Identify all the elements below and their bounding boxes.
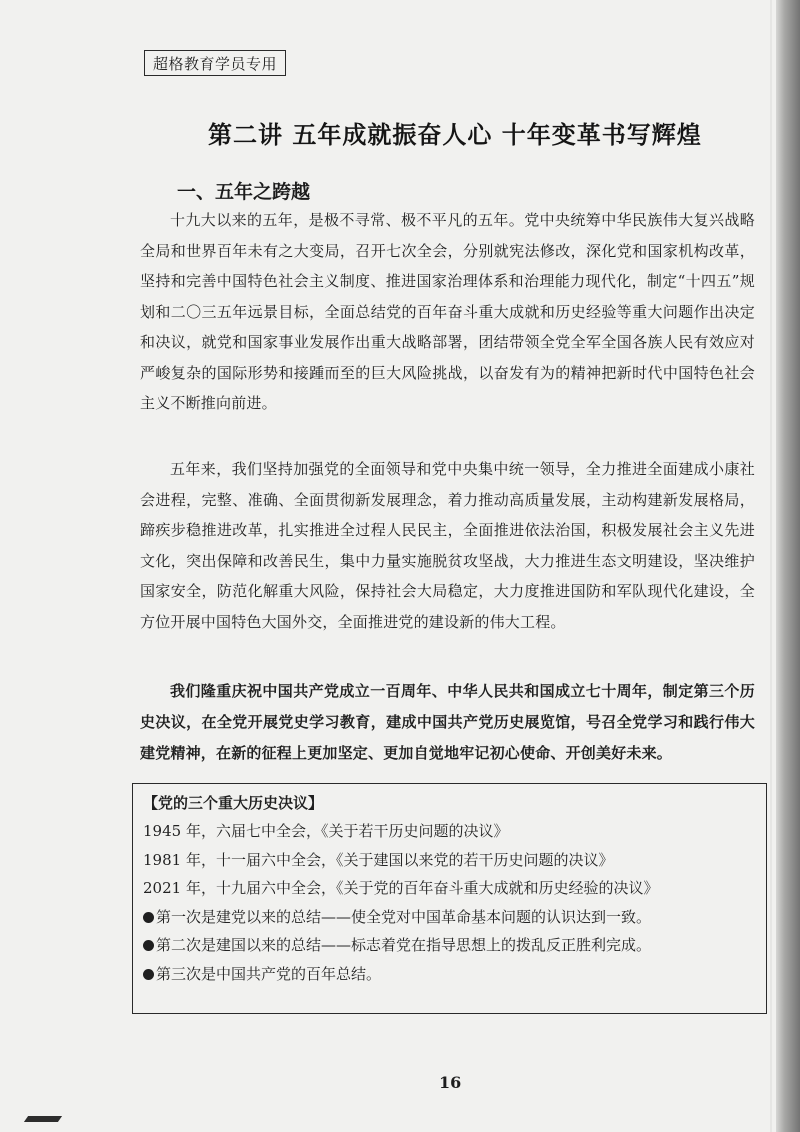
bullet-dot-icon (143, 912, 154, 923)
bullet-text: 第二次是建国以来的总结——标志着党在指导思想上的拨乱反正胜利完成。 (156, 936, 652, 954)
resolution-2021: 2021 年，十九届六中全会，《关于党的百年奋斗重大成就和历史经验的决议》 (143, 879, 659, 897)
bullet-dot-icon (143, 969, 154, 980)
page-number: 16 (439, 1073, 462, 1092)
note-box-header: 【党的三个重大历史决议】 (143, 794, 324, 812)
corner-mark-decoration (24, 1116, 62, 1122)
header-stamp-label: 超格教育学员专用 (144, 50, 286, 76)
paragraph-2: 五年来，我们坚持加强党的全面领导和党中央集中统一领导，全力推进全面建成小康社会进程，完整、准确、全面贯彻新发展理念，着力推动高质量发展，主动构建新发展格局，蹄疾步稳推进改革，扎实推进全过程人民民主，全面推进依法治国，积极发展社会主义先进文化，突出保障和改善民生，集中力量实施脱贫攻坚战，大力推进生态文明建设，坚决维护国家安全，防范化解重大风险，保持社会大局稳定，大力度推进国防和军队现代化建设，全方位开展中国特色大国外交，全面推进党的建设新的伟大工程。 (140, 460, 755, 631)
bullet-item-1 (143, 903, 766, 932)
resolution-1945: 1945 年，六届七中全会，《关于若干历史问题的决议》 (143, 822, 509, 840)
bullet-text: 第三次是中国共产党的百年总结。 (156, 964, 382, 983)
binding-shadow (776, 0, 800, 1132)
history-resolutions-note-box (132, 783, 767, 1014)
bullet-item-2 (143, 931, 766, 960)
section-heading: 一、五年之跨越 (177, 181, 311, 203)
bullet-item-3 (143, 960, 766, 989)
bullet-text: 第一次是建党以来的总结——使全党对中国革命基本问题的认识达到一致。 (156, 907, 652, 926)
paragraph-1: 十九大以来的五年，是极不寻常、极不平凡的五年。党中央统筹中华民族伟大复兴战略全局和世界百年未有之大变局，召开七次全会，分别就宪法修改，深化党和国家机构改革，坚持和完善中国特色社会主义制度、推进国家治理体系和治理能力现代化，制定“十四五”规划和二〇三五年远景目标，全面总结党的百年奋斗重大成就和历史经验等重大问题作出决定和决议，就党和国家事业发展作出重大战略部署，团结带领全党全军全国各族人民有效应对严峻复杂的国际形势和接踵而至的巨大风险挑战，以奋发有为的精神把新时代中国特色社会主义不断推向前进。 (140, 211, 755, 412)
paragraph-3-bold: 我们隆重庆祝中国共产党成立一百周年、中华人民共和国成立七十周年，制定第三个历史决议，在全党开展党史学习教育，建成中国共产党历史展览馆，号召全党学习和践行伟大建党精神，在新的征程上更加坚定、更加自觉地牢记初心使命、开创美好未来。 (140, 682, 755, 762)
page-title: 第二讲 五年成就振奋人心 十年变革书写辉煌 (208, 120, 702, 149)
page-edge-line (770, 0, 772, 1132)
bullet-dot-icon (143, 940, 154, 951)
resolution-1981: 1981 年，十一届六中全会，《关于建国以来党的若干历史问题的决议》 (143, 850, 614, 869)
